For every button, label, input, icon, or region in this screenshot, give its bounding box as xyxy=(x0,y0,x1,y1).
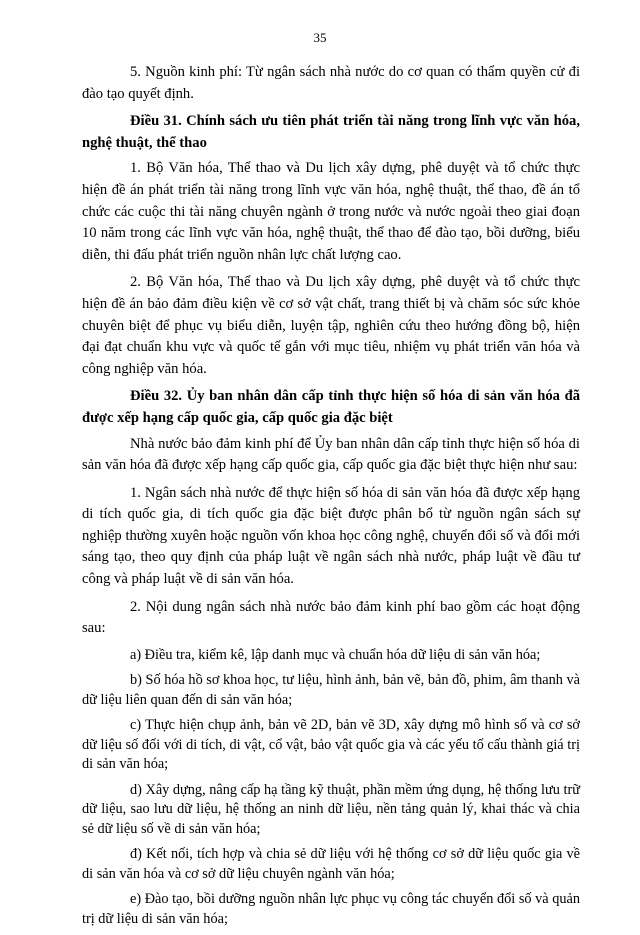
article-31-heading: Điều 31. Chính sách ưu tiên phát triển tài năng trong lĩnh vực văn hóa, nghệ thuật, thể thao xyxy=(82,113,580,151)
document-body xyxy=(82,62,580,935)
article-32-intro: Nhà nước bảo đảm kinh phí để Ủy ban nhân dân cấp tỉnh thực hiện số hóa di sản văn hóa đã được xếp hạng cấp quốc gia, cấp quốc gia đặc biệt thực hiện như sau: xyxy=(82,435,580,474)
article-31-clause-2: 2. Bộ Văn hóa, Thể thao và Du lịch xây dựng, phê duyệt và tổ chức thực hiện đề án bảo đảm điều kiện về cơ sở vật chất, trang thiết bị và chăm sóc sức khỏe chuyên biệt để phục vụ biểu diễn, luyện tập, nghiên cứu theo hướng đồng bộ, hiện đại đạt chuẩn khu vực và quốc tế gắn với mục tiêu, nhiệm vụ phát triển văn hóa và công nghiệp văn hóa. xyxy=(82,274,580,377)
article-32-item-c: c) Thực hiện chụp ảnh, bản vẽ 2D, bản vẽ 3D, xây dựng mô hình số và cơ sở dữ liệu số đối với di tích, di vật, cổ vật, bảo vật quốc gia và các yếu tố cấu thành giá trị di sản văn hóa; xyxy=(82,717,580,773)
paragraph-funding-source: 5. Nguồn kinh phí: Từ ngân sách nhà nước do cơ quan có thẩm quyền cử đi đào tạo quyết định. xyxy=(82,64,580,102)
article-32-item-dd: đ) Kết nối, tích hợp và chia sẻ dữ liệu với hệ thống cơ sở dữ liệu quốc gia về di sản văn hóa và cơ sở dữ liệu chuyên ngành văn hóa; xyxy=(82,846,580,882)
article-32-item-d: d) Xây dựng, nâng cấp hạ tầng kỹ thuật, phần mềm ứng dụng, hệ thống lưu trữ dữ liệu, sao lưu dữ liệu, hệ thống an ninh dữ liệu, nền tảng quản lý, khai thác và chia sẻ dữ liệu số về di sản văn hóa; xyxy=(82,781,580,837)
page-number: 35 xyxy=(313,30,327,45)
article-32-clause-1: 1. Ngân sách nhà nước để thực hiện số hóa di sản văn hóa đã được xếp hạng di tích quốc gia, di tích quốc gia đặc biệt được phân bổ từ nguồn ngân sách sự nghiệp thường xuyên hoặc nguồn vốn khoa học công nghệ, chuyển đổi số và đổi mới sáng tạo, theo quy định của pháp luật về ngân sách nhà nước, pháp luật về đầu tư công và pháp luật về di sản văn hóa. xyxy=(82,484,580,588)
article-32-item-a: a) Điều tra, kiểm kê, lập danh mục và chuẩn hóa dữ liệu di sản văn hóa; xyxy=(130,646,541,663)
article-32-item-e: e) Đào tạo, bồi dưỡng nguồn nhân lực phục vụ công tác chuyển đổi số và quản trị dữ liệu di sản văn hóa; xyxy=(82,891,580,927)
article-31-clause-1: 1. Bộ Văn hóa, Thể thao và Du lịch xây dựng, phê duyệt và tổ chức thực hiện đề án phát triển tài năng trong lĩnh vực văn hóa, nghệ thuật, thể thao, đề án tổ chức các cuộc thi tài năng chuyên ngành ở trong nước và nước ngoài theo giai đoạn 10 năm trong các lĩnh vực văn hóa, nghệ thuật, thể thao để đào tạo, bồi dưỡng, biểu diễn, thi đấu phát triển nguồn nhân lực chất lượng cao. xyxy=(82,160,580,263)
article-32-item-b: b) Số hóa hồ sơ khoa học, tư liệu, hình ảnh, bản vẽ, bản đồ, phim, âm thanh và dữ liệu liên quan đến di sản văn hóa; xyxy=(82,672,580,708)
article-32-heading: Điều 32. Ủy ban nhân dân cấp tỉnh thực hiện số hóa di sản văn hóa đã được xếp hạng cấp quốc gia, cấp quốc gia đặc biệt xyxy=(82,388,580,426)
article-32-clause-2: 2. Nội dung ngân sách nhà nước bảo đảm kinh phí bao gồm các hoạt động sau: xyxy=(82,598,580,637)
